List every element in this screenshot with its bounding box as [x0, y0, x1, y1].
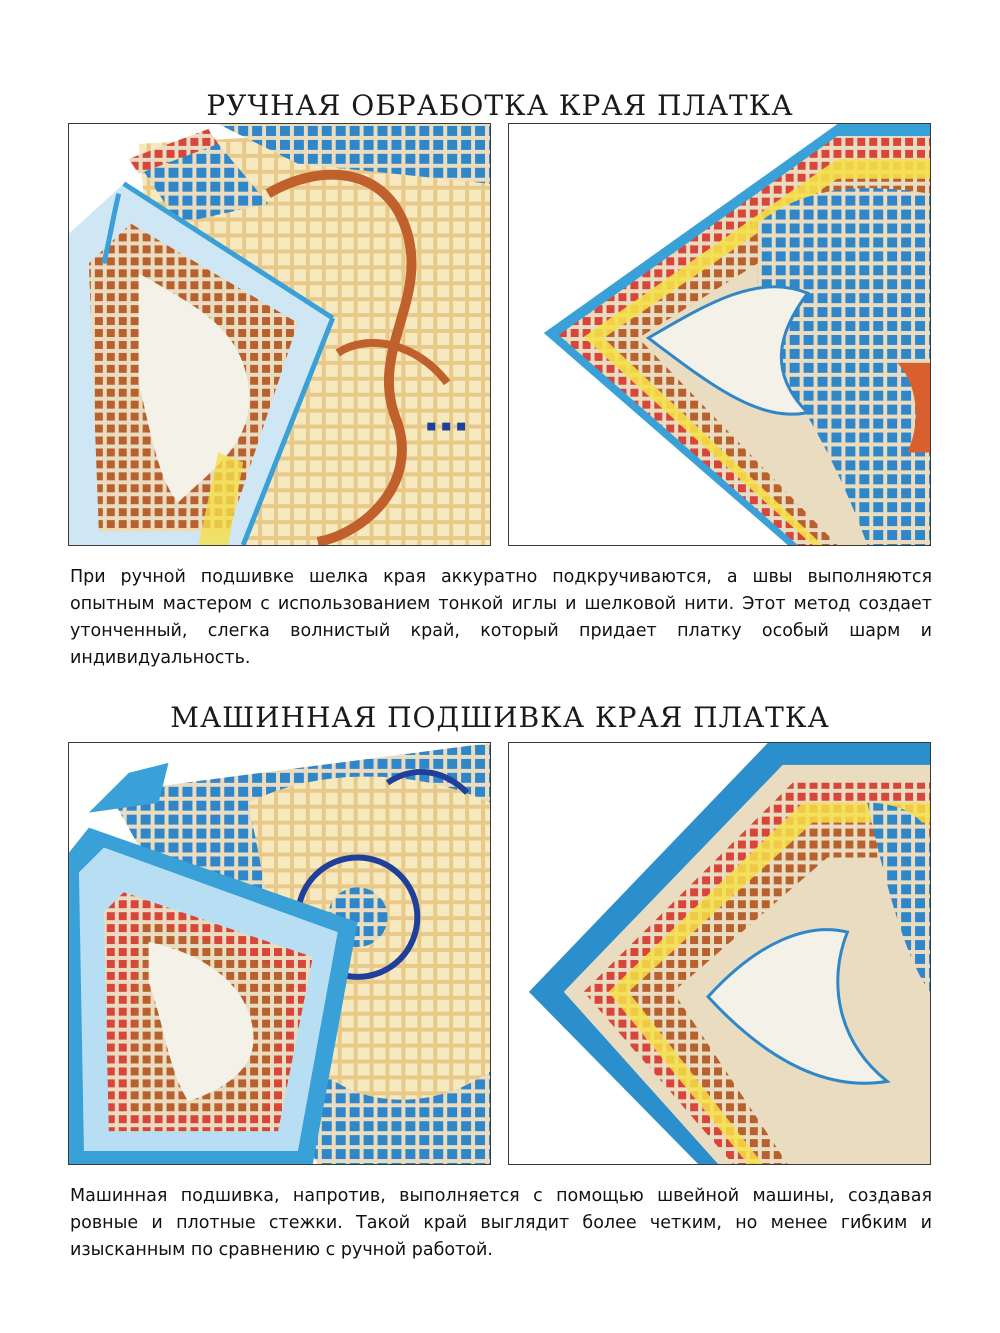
hand-hem-description: При ручной подшивке шелка края аккуратно подкручиваются, а швы выполняются опытным мастером с использованием тонкой иглы и шелковой нити. Этот метод создает утонченный, слегка волнистый край, который придает платку особый шарм и индивидуальность.	[70, 567, 932, 668]
hand-hem-photo-folded	[68, 123, 491, 546]
hand-hem-photo-corner	[508, 123, 931, 546]
machine-hem-photo-corner	[508, 742, 931, 1165]
machine-hem-photo-folded	[68, 742, 491, 1165]
hand-hem-title: РУЧНАЯ ОБРАБОТКА КРАЯ ПЛАТКА	[206, 88, 794, 122]
machine-hem-description: Машинная подшивка, напротив, выполняется с помощью швейной машины, создавая ровные и плотные стежки. Такой край выглядит более четким, но менее гибким и изысканным по сравнению с ручной работой.	[70, 1186, 932, 1260]
machine-hem-title: МАШИННАЯ ПОДШИВКА КРАЯ ПЛАТКА	[170, 700, 830, 734]
